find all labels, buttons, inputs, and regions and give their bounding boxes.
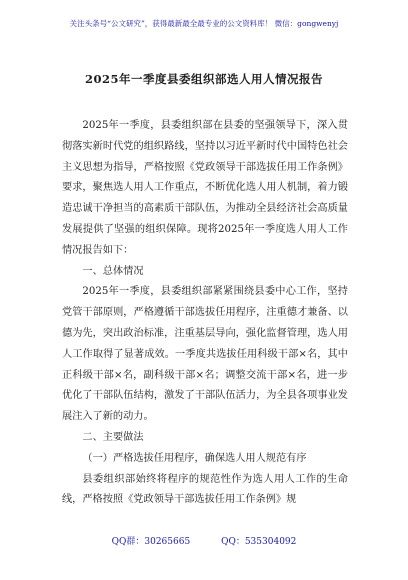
section-heading-overview: 一、总体情况 (82, 265, 144, 277)
document-body (62, 116, 348, 511)
document-title: 2025年一季度县委组织部选人用人情况报告 (84, 72, 323, 86)
overview-paragraph: 2025年一季度，县委组织部紧紧围绕县委中心工作，坚持党管干部原则，严格遵循干部选拔任用程序，注重德才兼备、以德为先，突出政治标准，注重基层导向，强化监督管理，选人用人工作取得了显著成效。一季度共选拔任用科级干部×名，其中正科级干部×名，副科级干部×名；调整交流干部×名，进一步优化了干部队伍结构，激发了干部队伍活力，为全县各项事业发展注入了新的动力。 (62, 286, 348, 423)
qq-contact-label: QQ：535304092 (221, 537, 297, 547)
intro-paragraph: 2025年一季度，县委组织部在县委的坚强领导下，深入贯彻落实新时代党的组织路线，坚持以习近平新时代中国特色社会主义思想为指导，严格按照《党政领导干部选拔任用工作条例》要求，聚焦选人用人工作重点，不断优化选人用人机制，着力锻造忠诚干净担当的高素质干部队伍，为推动全县经济社会高质量发展提供了坚强的组织保障。现将2025年一季度选人用人工作情况报告如下： (62, 120, 348, 256)
subsection-heading-procedure: （一）严格选拔任用程序，确保选人用人规范有序 (82, 452, 307, 464)
procedure-paragraph: 县委组织部始终将程序的规范性作为选人用人工作的生命线，严格按照《党政领导干部选拔任用工作条例》规 (62, 473, 348, 506)
section-heading-methods: 二、主要做法 (82, 431, 144, 443)
contact-footer (0, 534, 408, 547)
qq-group-label: QQ群：30265665 (111, 537, 191, 547)
promo-banner: 关注头条号“公文研究”，获得最新最全最专业的公文资料库！ 微信：gongwenyj (69, 19, 339, 28)
